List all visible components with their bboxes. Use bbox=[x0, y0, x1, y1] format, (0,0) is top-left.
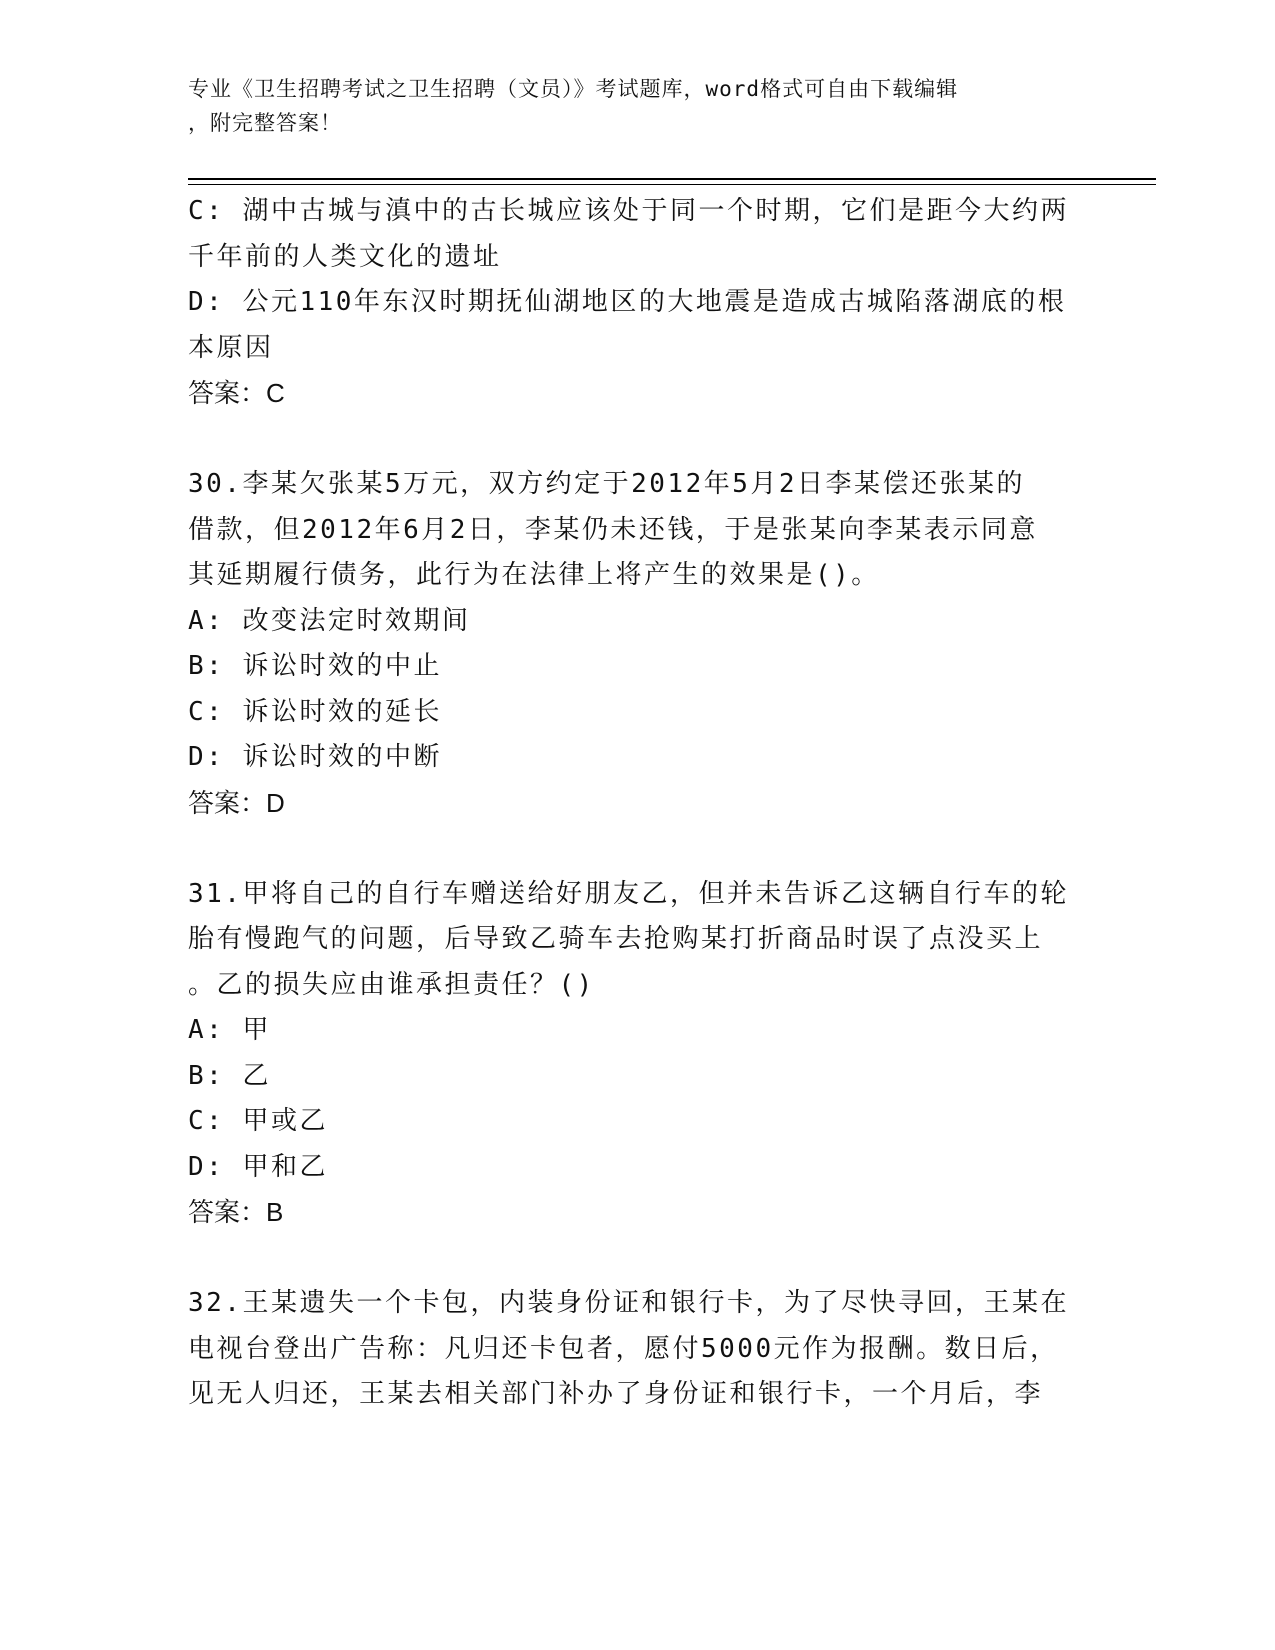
question-stem: 31.甲将自己的自行车赠送给好朋友乙，但并未告诉乙这辆自行车的轮 bbox=[188, 878, 1069, 909]
option-d: D: 甲和乙 bbox=[188, 1151, 328, 1182]
spacer bbox=[188, 826, 1078, 872]
option-c: C: 诉讼时效的延长 bbox=[188, 696, 442, 727]
question-stem-cont: 见无人归还，王某去相关部门补办了身份证和银行卡，一个月后，李 bbox=[188, 1379, 1044, 1409]
option-d: D: 诉讼时效的中断 bbox=[188, 742, 442, 772]
answer-label: 答案：C bbox=[188, 378, 285, 408]
header-divider-thick bbox=[188, 178, 1156, 180]
option-c-text-cont: 千年前的人类文化的遗址 bbox=[188, 241, 502, 272]
document-header bbox=[188, 72, 1068, 140]
header-divider-thin bbox=[188, 184, 1156, 185]
option-d-text-cont: 本原因 bbox=[188, 332, 274, 363]
question-32 bbox=[188, 1281, 1078, 1418]
option-d-text: D: 公元110年东汉时期抚仙湖地区的大地震是造成古城陷落湖底的根 bbox=[188, 287, 1067, 317]
option-b: B: 诉讼时效的中止 bbox=[188, 651, 442, 681]
question-29-tail bbox=[188, 189, 1078, 417]
header-line-2: ，附完整答案！ bbox=[188, 111, 342, 135]
spacer bbox=[188, 417, 1078, 463]
question-stem-cont: 胎有慢跑气的问题，后导致乙骑车去抢购某打折商品时误了点没买上 bbox=[188, 924, 1044, 954]
option-a: A: 改变法定时效期间 bbox=[188, 605, 471, 636]
question-stem: 30.李某欠张某5万元，双方约定于2012年5月2日李某偿还张某的 bbox=[188, 469, 1026, 499]
spacer bbox=[188, 1236, 1078, 1282]
question-content bbox=[188, 189, 1078, 1418]
question-stem: 32.王某遗失一个卡包，内装身份证和银行卡，为了尽快寻回，王某在 bbox=[188, 1288, 1069, 1318]
question-stem-cont: 其延期履行债务，此行为在法律上将产生的效果是()。 bbox=[188, 560, 880, 590]
option-c: C: 甲或乙 bbox=[188, 1106, 328, 1136]
header-line-1: 专业《卫生招聘考试之卫生招聘（文员）》考试题库，word格式可自由下载编辑 bbox=[188, 77, 959, 101]
option-a: A: 甲 bbox=[188, 1015, 271, 1045]
option-b: B: 乙 bbox=[188, 1060, 271, 1091]
answer-label: 答案：D bbox=[188, 787, 285, 818]
question-stem-cont: 电视台登出广告称：凡归还卡包者，愿付5000元作为报酬。数日后， bbox=[188, 1333, 1059, 1364]
option-c-text: C: 湖中古城与滇中的古长城应该处于同一个时期，它们是距今大约两 bbox=[188, 196, 1069, 226]
answer-label: 答案：B bbox=[188, 1197, 284, 1227]
question-stem-cont: 借款，但2012年6月2日，李某仍未还钱，于是张某向李某表示同意 bbox=[188, 514, 1038, 545]
question-stem-cont: 。乙的损失应由谁承担责任？() bbox=[188, 969, 595, 1000]
question-30 bbox=[188, 462, 1078, 826]
question-31 bbox=[188, 872, 1078, 1236]
